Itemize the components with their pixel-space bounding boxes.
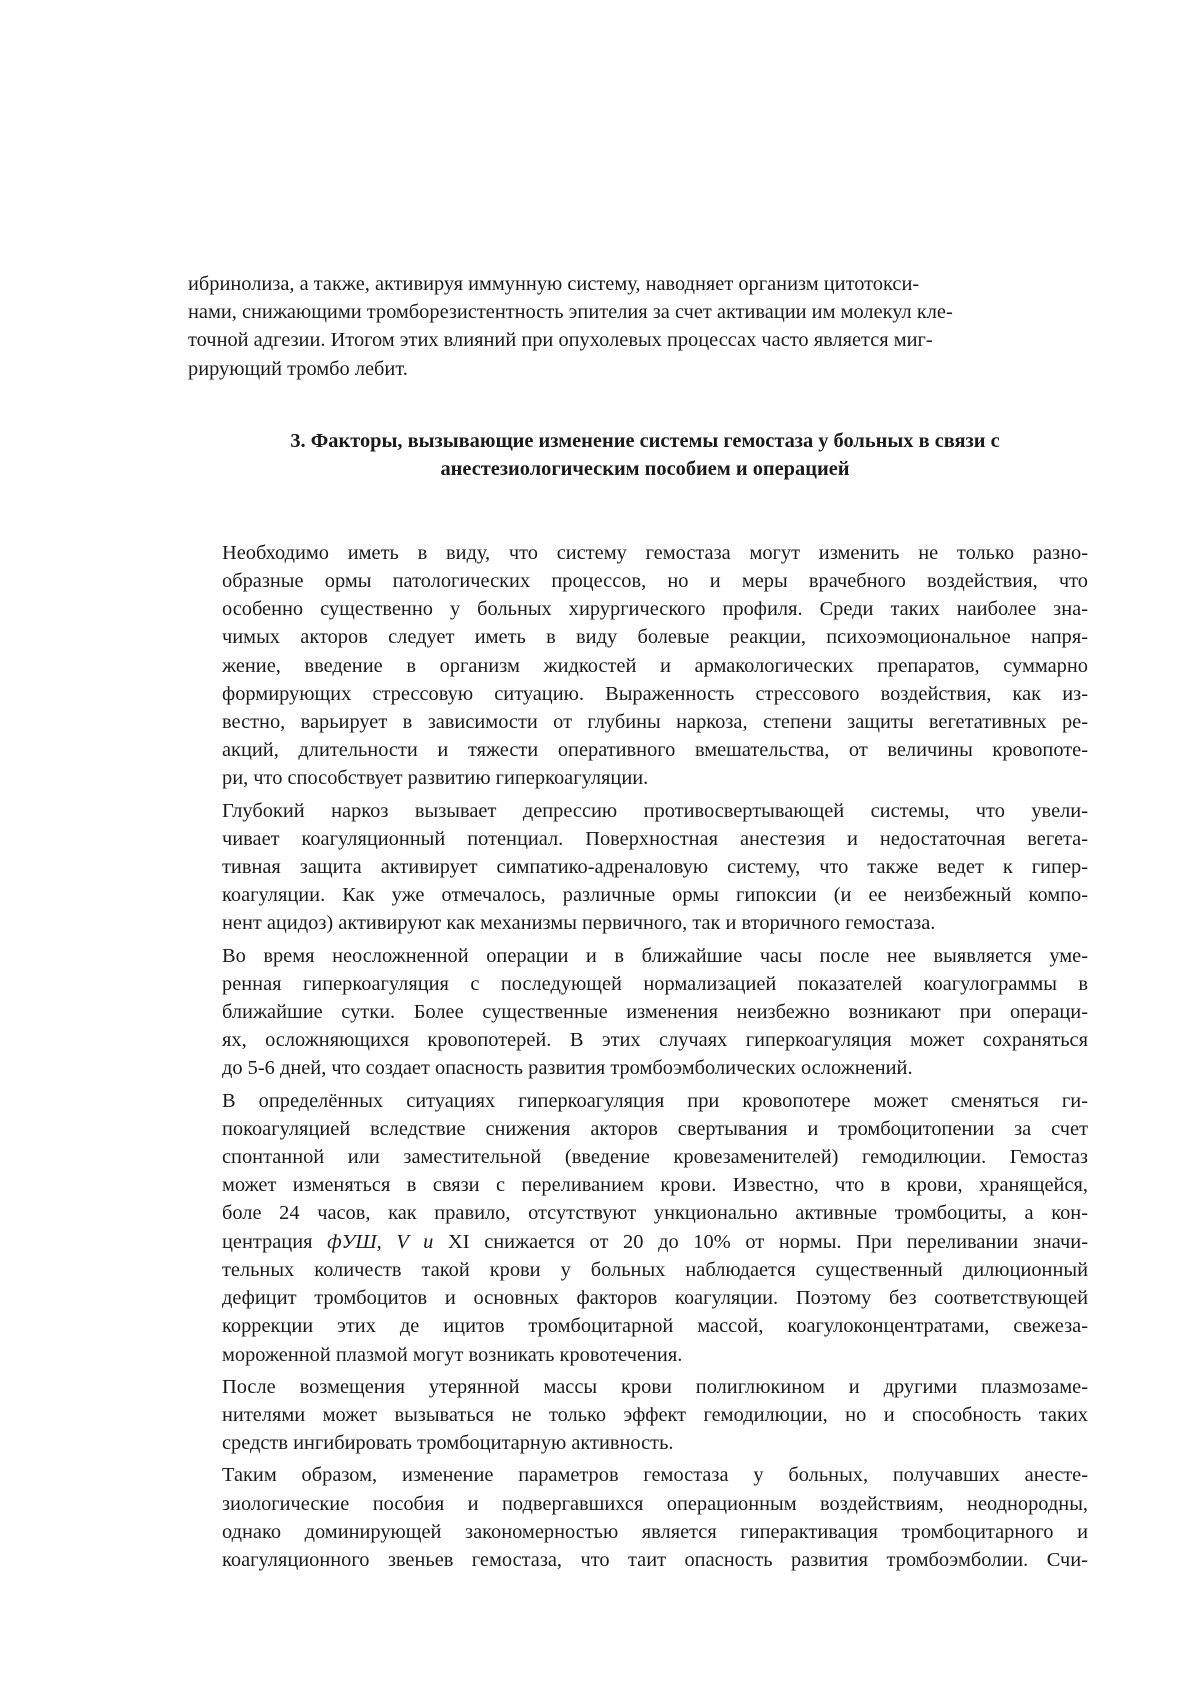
- text-line: Во время неосложненной операции и в ближайшие часы после нее выявляется уме-: [222, 944, 1088, 967]
- paragraph-3: [182, 942, 1088, 1083]
- text-line: однако доминирующей закономерностью является гиперактивация тромбоцитарного и: [222, 1520, 1088, 1543]
- text-line: чивает коагуляционный потенциал. Поверхностная анестезия и недостаточная вегета-: [222, 827, 1088, 850]
- text-line: рирующий тромбо лебит.: [188, 357, 408, 380]
- paragraph-5: [182, 1373, 1088, 1458]
- text-line: вестно, варьирует в зависимости от глубины наркоза, степени защиты вегетативных ре-: [222, 711, 1088, 734]
- section-heading-line-1: 3. Факторы, вызывающие изменение системы гемостаза у больных в связи с: [290, 429, 1000, 452]
- text-line: формирующих стрессовую ситуацию. Выраженность стрессового воздействия, как из-: [222, 682, 1088, 705]
- text-line: спонтанной или заместительной (введение кровезаменителей) гемодилюции. Гемостаз: [222, 1146, 1088, 1169]
- paragraph-2: [182, 797, 1088, 938]
- text-line: тельных количеств такой крови у больных наблюдается существенный дилюционный: [222, 1258, 1088, 1281]
- text-line: ибринолиза, а также, активируя иммунную систему, наводняет организм цитотокси-: [188, 273, 920, 295]
- text-line: нами, снижающими тромборезистентность эпителия за счет активации им молекул кле-: [188, 301, 953, 324]
- text-line: Таким образом, изменение параметров гемостаза у больных, получавших анесте-: [222, 1464, 1088, 1487]
- text-line: жение, введение в организм жидкостей и армакологических препаратов, суммарно: [222, 654, 1088, 677]
- text-line: образные ормы патологических процессов, но и меры врачебного воздействия, что: [222, 570, 1088, 593]
- text-line: коррекции этих де ицитов тромбоцитарной массой, коагулоконцентратами, свежеза-: [222, 1315, 1088, 1338]
- document-page: [182, 270, 1088, 1574]
- text-line: Глубокий наркоз вызывает депрессию противосвертывающей системы, что увели-: [222, 799, 1088, 822]
- text-line: ближайшие сутки. Более существенные изменения неизбежно возникают при операци-: [222, 1001, 1088, 1024]
- text-line: Необходимо иметь в виду, что систему гемостаза могут изменить не только разно-: [222, 541, 1088, 564]
- text-line: боле 24 часов, как правило, отсутствуют ункционально активные тромбоциты, а кон-: [222, 1202, 1088, 1225]
- text-line: чимых акторов следует иметь в виду болевые реакции, психоэмоциональное напря-: [222, 626, 1088, 649]
- section-body: [182, 539, 1088, 1574]
- text-line: может изменяться в связи с переливанием крови. Известно, что в крови, хранящейся,: [222, 1174, 1088, 1197]
- intro-paragraph: [182, 270, 1088, 383]
- text-line: ях, осложняющихся кровопотерей. В этих случаях гиперкоагуляция может сохраняться: [222, 1029, 1088, 1052]
- text-line: особенно существенно у больных хирургического профиля. Среди таких наиболее зна-: [222, 598, 1088, 621]
- text-line: мороженной плазмой могут возникать кровотечения.: [222, 1343, 683, 1366]
- text-line: покоагуляцией вследствие снижения акторов свертывания и тромбоцитопении за счет: [222, 1117, 1088, 1140]
- text-line: нент ацидоз) активируют как механизмы первичного, так и вторичного гемостаза.: [222, 912, 936, 935]
- text-line: средств ингибировать тромбоцитарную активность.: [222, 1432, 674, 1455]
- paragraph-6: [182, 1461, 1088, 1574]
- text-line: акций, длительности и тяжести оперативного вмешательства, от величины кровопоте-: [222, 739, 1088, 762]
- text-line: нителями может вызываться не только эффект гемодилюции, но и способность таких: [222, 1403, 1088, 1426]
- text-line: точной адгезии. Итогом этих влияний при опухолевых процессах часто является миг-: [188, 329, 933, 352]
- text-line: коагуляционного звеньев гемостаза, что таит опасность развития тромбоэмболии. Счи-: [222, 1548, 1088, 1571]
- text-fragment: центрация: [222, 1230, 328, 1253]
- text-line: тивная защита активирует симпатико-адреналовую систему, что также ведет к гипер-: [222, 856, 1088, 879]
- text-line: ренная гиперкоагуляция с последующей нормализацией показателей коагулограммы в: [222, 972, 1088, 995]
- paragraph-1: [182, 539, 1088, 793]
- text-fragment: XI снижается от 20 до 10% от нормы. При переливании значи-: [433, 1230, 1088, 1253]
- text-line: коагуляции. Как уже отмечалось, различные ормы гипоксии (и ее неизбежный компо-: [222, 884, 1088, 907]
- text-line: [182, 1228, 1088, 1256]
- text-line: ри, что способствует развитию гиперкоагуляции.: [222, 767, 649, 790]
- paragraph-4: [182, 1087, 1088, 1369]
- text-line: зиологические пособия и подвергавшихся операционным воздействиям, неоднородны,: [222, 1492, 1088, 1515]
- text-line: дефицит тромбоцитов и основных факторов коагуляции. Поэтому без соответствующей: [222, 1287, 1088, 1310]
- section-heading-line-2: анестезиологическим пособием и операцией: [440, 457, 850, 480]
- italic-factors: фУШ, V и: [327, 1230, 434, 1253]
- text-line: После возмещения утерянной массы крови полиглюкином и другими плазмозаме-: [222, 1375, 1088, 1398]
- text-line: В определённых ситуациях гиперкоагуляция при кровопотере может сменяться ги-: [222, 1089, 1088, 1112]
- section-heading: [182, 427, 1088, 483]
- text-line: до 5-6 дней, что создает опасность развития тромбоэмболических осложнений.: [222, 1057, 913, 1080]
